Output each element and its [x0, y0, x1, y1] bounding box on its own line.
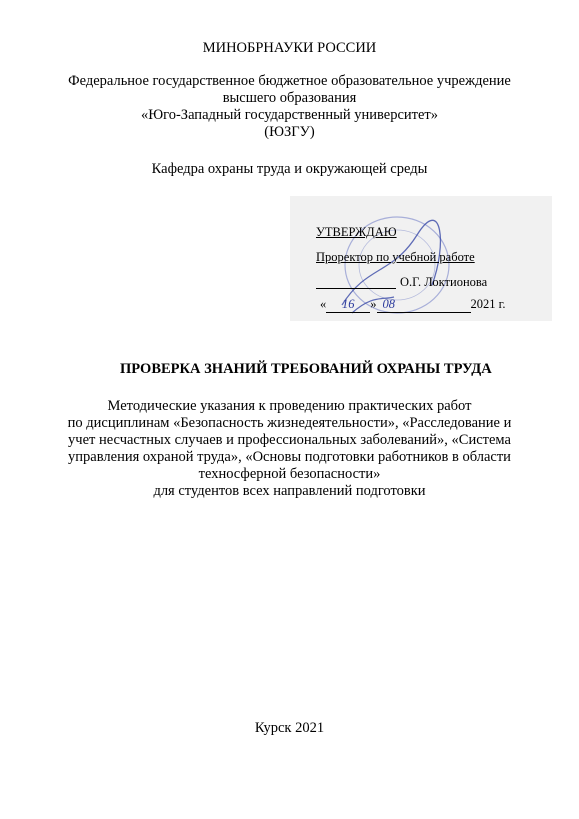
document-title: ПРОВЕРКА ЗНАНИЙ ТРЕБОВАНИЙ ОХРАНЫ ТРУДА	[120, 361, 492, 377]
institution-line: «Юго-Западный государственный университет»	[140, 107, 439, 123]
ministry-name: МИНОБРНАУКИ РОССИИ	[202, 40, 377, 56]
approval-month: 08	[377, 297, 471, 313]
approve-label: УТВЕРЖДАЮ	[316, 225, 397, 239]
approver-name: О.Г. Локтионова	[400, 275, 488, 289]
institution-line: высшего образования	[222, 90, 357, 106]
approver-position: Проректор по учебной работе	[316, 250, 475, 264]
description-line: управления охраной труда», «Основы подготовки работников в области	[68, 449, 511, 465]
approval-year: 2021 г.	[470, 297, 506, 311]
signature-line	[316, 288, 396, 289]
department-name: Кафедра охраны труда и окружающей среды	[151, 161, 428, 177]
description-line: учет несчастных случаев и профессиональных заболеваний», «Система	[68, 432, 511, 448]
city-year: Курск 2021	[254, 720, 325, 736]
approval-day: 16	[326, 297, 370, 313]
description-line: для студентов всех направлений подготовки	[153, 483, 426, 499]
institution-block	[0, 73, 579, 141]
description-line: техносферной безопасности»	[198, 466, 381, 482]
description-line: Методические указания к проведению практических работ	[107, 398, 472, 414]
description-line: по дисциплинам «Безопасность жизнедеятельности», «Расследование и	[67, 415, 512, 431]
description-block	[0, 398, 579, 500]
institution-line: Федеральное государственное бюджетное образовательное учреждение	[68, 73, 511, 89]
approval-date: « 16 » 08 2021 г.	[320, 297, 506, 311]
institution-line: (ЮЗГУ)	[264, 124, 315, 140]
